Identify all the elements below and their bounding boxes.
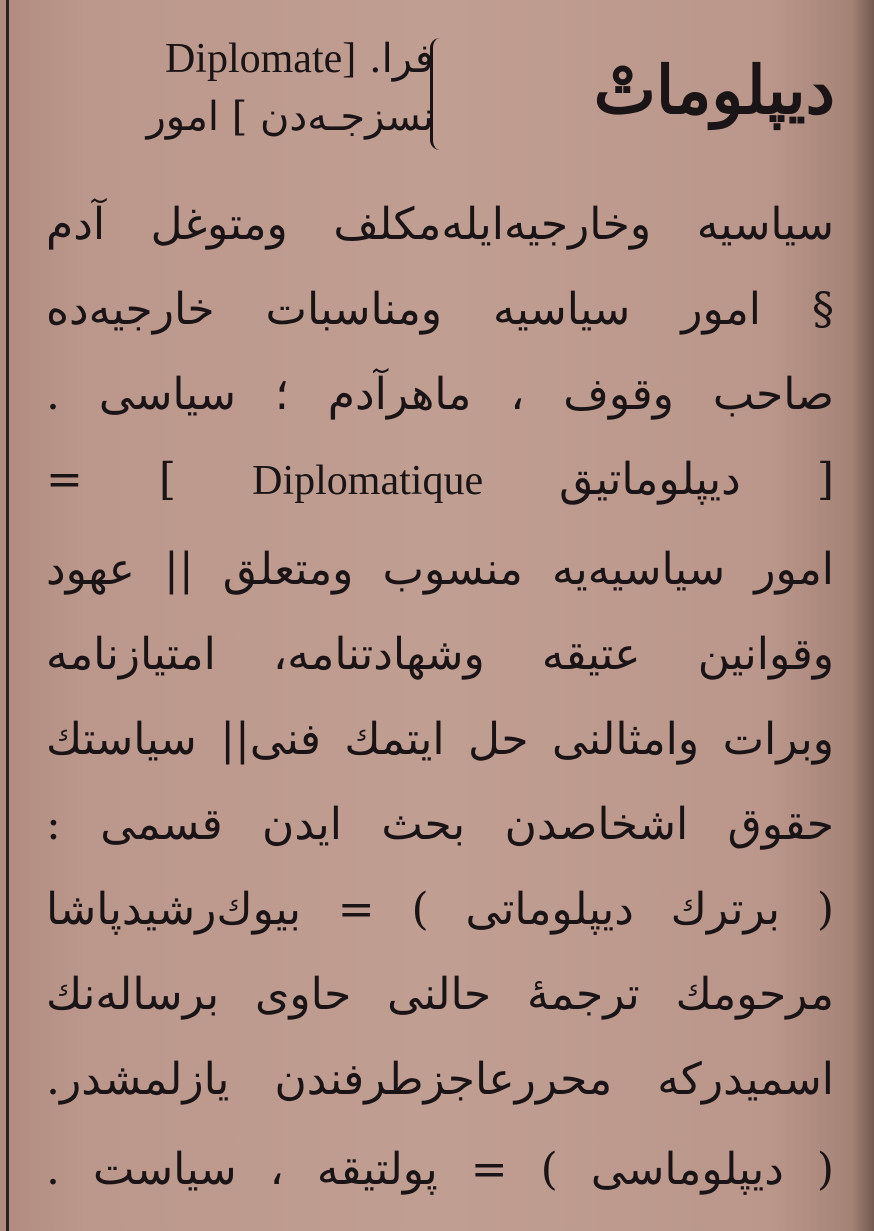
subentry-bracket-close: ]: [158, 454, 177, 505]
text-line-1: سیاسیه وخارجیه‌ایله‌مکلف ومتوغل آدم: [46, 199, 834, 250]
headword-etymology: [44, 30, 434, 146]
text-line-9: مرحومك ترجمهٔ حالنی حاوی برساله‌نك: [46, 969, 834, 1020]
subentry-line: [46, 450, 834, 511]
column-rule: [6, 0, 9, 1231]
text-line-8: ( برترك دیپلوماتی ) = بیوك‌رشیدپاشا: [46, 884, 834, 935]
page-edge-shadow: [852, 0, 874, 1231]
text-line-11: ( دیپلوماسی ) = پولتیقه ، سیاست .: [46, 1144, 834, 1195]
text-line-2: § امور سیاسیه ومناسبات خارجیه‌ده: [46, 284, 834, 335]
text-line-3: صاحب وقوف ، ماهرآدم ؛ سیاسی .: [46, 369, 834, 420]
subentry-bracket-open: [: [816, 454, 834, 505]
text-line-4: امور سیاسیه‌یه منسوب ومتعلق || عهود: [46, 544, 834, 595]
etymology-latin: Diplomate]: [164, 36, 357, 82]
etymology-line-1: [44, 30, 434, 88]
text-line-7: حقوق اشخاصدن بحث ایدن قسمی :: [46, 799, 834, 850]
text-line-10: اسمیدرکه محررعاجزطرفندن یازلمشدر.: [46, 1054, 834, 1105]
etymology-arabic: فرا.: [368, 36, 434, 82]
subentry-latin: Diplomatique: [252, 458, 484, 504]
entry-headword: دیپلوماتْ: [593, 51, 835, 129]
subentry-equals: =: [46, 454, 83, 505]
subentry-word: دیپلوماتیق: [559, 454, 741, 505]
text-line-6: وبرات وامثالنی حل ایتمك فنی|| سیاستك: [46, 714, 834, 765]
etymology-line-2: نسزجـه‌دن ] امور: [146, 94, 434, 140]
text-line-5: وقوانین عتیقه وشهادتنامه، امتیازنامه: [46, 629, 834, 680]
